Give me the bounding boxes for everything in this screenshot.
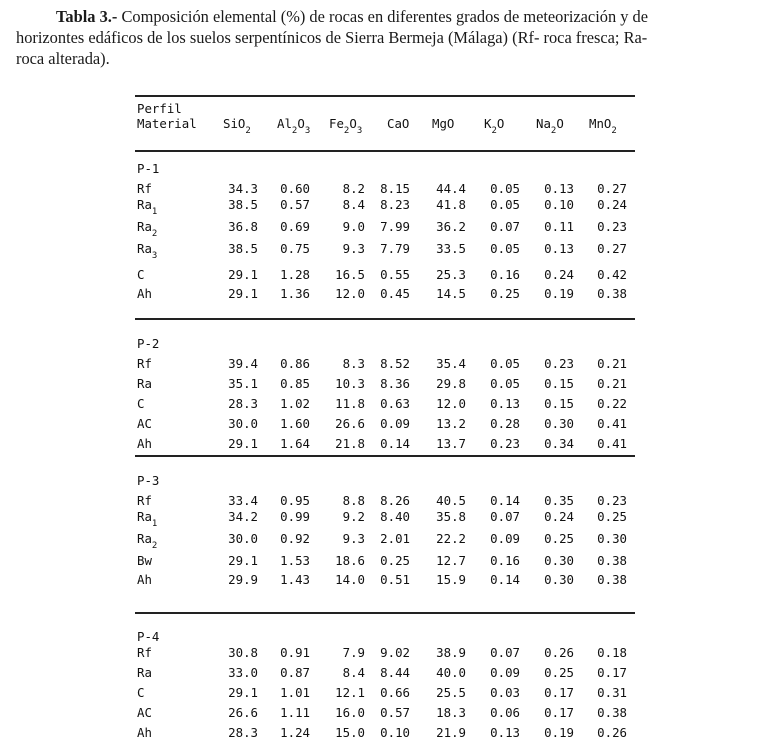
table-cell: 12.0 bbox=[335, 286, 365, 301]
group-name: P-3 bbox=[137, 473, 160, 488]
table-cell: 0.23 bbox=[490, 436, 520, 451]
column-header-tail: O bbox=[297, 116, 305, 131]
group-separator-rule bbox=[135, 612, 635, 614]
table-cell: 16.5 bbox=[335, 267, 365, 282]
row-label bbox=[137, 531, 158, 551]
table-cell: 7.99 bbox=[380, 219, 410, 234]
table-cell: 1.01 bbox=[280, 685, 310, 700]
group-name: P-1 bbox=[137, 161, 160, 176]
table-cell: 28.3 bbox=[228, 725, 258, 740]
table-cell: 41.8 bbox=[436, 197, 466, 212]
table-cell: 0.92 bbox=[280, 531, 310, 546]
table-cell: 12.7 bbox=[436, 553, 466, 568]
table-cell: 0.16 bbox=[490, 553, 520, 568]
table-cell: 15.9 bbox=[436, 572, 466, 587]
table-cell: 15.0 bbox=[335, 725, 365, 740]
table-cell: 0.09 bbox=[490, 665, 520, 680]
row-label-text: Ah bbox=[137, 725, 152, 740]
group-name: P-2 bbox=[137, 336, 160, 351]
header-perfil: Perfil bbox=[137, 101, 182, 116]
row-label-text: Ra bbox=[137, 241, 152, 256]
table-cell: 0.57 bbox=[380, 705, 410, 720]
table-cell: 21.8 bbox=[335, 436, 365, 451]
table-cell: 18.6 bbox=[335, 553, 365, 568]
table-cell: 29.1 bbox=[228, 685, 258, 700]
table-cell: 26.6 bbox=[335, 416, 365, 431]
column-header-base: Al bbox=[277, 116, 292, 131]
table-cell: 0.13 bbox=[544, 241, 574, 256]
table-cell: 0.17 bbox=[544, 685, 574, 700]
table-cell: 29.8 bbox=[436, 376, 466, 391]
table-cell: 8.3 bbox=[342, 356, 365, 371]
table-cell: 0.23 bbox=[544, 356, 574, 371]
table-cell: 0.13 bbox=[544, 181, 574, 196]
table-cell: 0.28 bbox=[490, 416, 520, 431]
row-label-text: Ra bbox=[137, 376, 152, 391]
table-cell: 0.05 bbox=[490, 197, 520, 212]
table-cell: 25.5 bbox=[436, 685, 466, 700]
column-header-base: Fe bbox=[329, 116, 344, 131]
table-cell: 0.24 bbox=[544, 509, 574, 524]
column-header-base: SiO bbox=[223, 116, 246, 131]
table-cell: 38.5 bbox=[228, 197, 258, 212]
table-cell: 9.0 bbox=[342, 219, 365, 234]
table-cell: 35.8 bbox=[436, 509, 466, 524]
table-cell: 0.45 bbox=[380, 286, 410, 301]
table-cell: 0.99 bbox=[280, 509, 310, 524]
table-cell: 14.0 bbox=[335, 572, 365, 587]
column-header-subscript: 3 bbox=[356, 126, 363, 136]
group-separator-rule bbox=[135, 318, 635, 320]
table-cell: 16.0 bbox=[335, 705, 365, 720]
table-cell: 35.1 bbox=[228, 376, 258, 391]
table-cell: 0.30 bbox=[544, 553, 574, 568]
table-cell: 0.14 bbox=[380, 436, 410, 451]
table-cell: 30.0 bbox=[228, 531, 258, 546]
column-header bbox=[223, 116, 251, 136]
table-cell: 0.24 bbox=[544, 267, 574, 282]
row-label bbox=[137, 573, 152, 587]
table-cell: 0.19 bbox=[544, 286, 574, 301]
caption-line-3: roca alterada). bbox=[16, 49, 110, 68]
table-cell: 0.24 bbox=[597, 197, 627, 212]
table-cell: 0.26 bbox=[544, 645, 574, 660]
table-cell: 0.25 bbox=[490, 286, 520, 301]
table-cell: 40.5 bbox=[436, 493, 466, 508]
table-cell: 8.52 bbox=[380, 356, 410, 371]
row-label-text: Rf bbox=[137, 645, 152, 660]
table-cell: 1.43 bbox=[280, 572, 310, 587]
table-cell: 0.05 bbox=[490, 356, 520, 371]
row-label-subscript: 3 bbox=[151, 251, 158, 261]
table-cell: 0.25 bbox=[544, 531, 574, 546]
table-cell: 0.42 bbox=[597, 267, 627, 282]
column-header-base: CaO bbox=[387, 116, 410, 131]
row-label-subscript: 2 bbox=[151, 229, 158, 239]
table-cell: 1.53 bbox=[280, 553, 310, 568]
row-label-text: Ra bbox=[137, 665, 152, 680]
column-header bbox=[484, 116, 505, 136]
table-cell: 2.01 bbox=[380, 531, 410, 546]
top-rule bbox=[135, 95, 635, 97]
table-cell: 8.4 bbox=[342, 197, 365, 212]
table-cell: 0.30 bbox=[597, 531, 627, 546]
table-cell: 0.18 bbox=[597, 645, 627, 660]
table-cell: 13.7 bbox=[436, 436, 466, 451]
table-cell: 0.13 bbox=[490, 396, 520, 411]
row-label-text: Ah bbox=[137, 572, 152, 587]
table-cell: 0.21 bbox=[597, 376, 627, 391]
table-cell: 0.38 bbox=[597, 705, 627, 720]
row-label-text: C bbox=[137, 267, 145, 282]
table-cell: 0.30 bbox=[544, 416, 574, 431]
row-label bbox=[137, 437, 152, 451]
table-cell: 7.79 bbox=[380, 241, 410, 256]
table-cell: 0.11 bbox=[544, 219, 574, 234]
row-label bbox=[137, 726, 152, 740]
row-label-text: Ra bbox=[137, 197, 152, 212]
table-cell: 8.8 bbox=[342, 493, 365, 508]
table-cell: 0.17 bbox=[544, 705, 574, 720]
column-header-subscript: 2 bbox=[611, 126, 617, 136]
row-label bbox=[137, 241, 158, 261]
table-cell: 0.91 bbox=[280, 645, 310, 660]
column-header bbox=[536, 116, 564, 136]
row-label bbox=[137, 494, 152, 508]
table-cell: 29.1 bbox=[228, 436, 258, 451]
table-cell: 7.9 bbox=[342, 645, 365, 660]
column-header-base: Na bbox=[536, 116, 551, 131]
table-cell: 0.69 bbox=[280, 219, 310, 234]
table-cell: 8.4 bbox=[342, 665, 365, 680]
column-header-tail: O bbox=[496, 116, 505, 131]
row-label bbox=[137, 417, 152, 431]
row-label-text: Ra bbox=[137, 219, 152, 234]
group-name: P-4 bbox=[137, 629, 160, 644]
table-cell: 9.3 bbox=[342, 241, 365, 256]
table-cell: 9.3 bbox=[342, 531, 365, 546]
table-cell: 0.13 bbox=[490, 725, 520, 740]
row-label-text: AC bbox=[137, 416, 152, 431]
table-cell: 0.26 bbox=[597, 725, 627, 740]
table-cell: 0.86 bbox=[280, 356, 310, 371]
table-cell: 0.41 bbox=[597, 436, 627, 451]
row-label-text: Rf bbox=[137, 356, 152, 371]
table-cell: 9.2 bbox=[342, 509, 365, 524]
table-cell: 26.6 bbox=[228, 705, 258, 720]
row-label-text: Ra bbox=[137, 531, 152, 546]
table-cell: 39.4 bbox=[228, 356, 258, 371]
table-cell: 0.07 bbox=[490, 219, 520, 234]
table-cell: 0.10 bbox=[380, 725, 410, 740]
table-cell: 0.30 bbox=[544, 572, 574, 587]
table-cell: 0.23 bbox=[597, 493, 627, 508]
table-cell: 38.9 bbox=[436, 645, 466, 660]
table-cell: 0.05 bbox=[490, 376, 520, 391]
table-cell: 29.1 bbox=[228, 553, 258, 568]
row-label-text: Bw bbox=[137, 553, 152, 568]
row-label-subscript: 1 bbox=[151, 207, 158, 217]
header-rule bbox=[135, 150, 635, 152]
caption-line-2: horizontes edáficos de los suelos serpentínicos de Sierra Bermeja (Málaga) (Rf- roca fresca; Ra- bbox=[16, 28, 648, 47]
row-label bbox=[137, 197, 158, 217]
header-material: Material bbox=[137, 116, 197, 131]
table-cell: 0.07 bbox=[490, 509, 520, 524]
row-label-text: Ah bbox=[137, 436, 152, 451]
table-cell: 1.02 bbox=[280, 396, 310, 411]
table-cell: 14.5 bbox=[436, 286, 466, 301]
table-cell: 13.2 bbox=[436, 416, 466, 431]
row-label-subscript: 1 bbox=[151, 519, 158, 529]
table-cell: 44.4 bbox=[436, 181, 466, 196]
table-cell: 1.24 bbox=[280, 725, 310, 740]
table-cell: 11.8 bbox=[335, 396, 365, 411]
table-cell: 0.27 bbox=[597, 181, 627, 196]
table-cell: 33.4 bbox=[228, 493, 258, 508]
table-cell: 12.1 bbox=[335, 685, 365, 700]
column-header-subscript: 2 bbox=[343, 126, 350, 136]
table-cell: 0.34 bbox=[544, 436, 574, 451]
row-label bbox=[137, 268, 144, 282]
table-cell: 0.07 bbox=[490, 645, 520, 660]
column-header-subscript: 2 bbox=[550, 126, 557, 136]
table-cell: 18.3 bbox=[436, 705, 466, 720]
table-cell: 9.02 bbox=[380, 645, 410, 660]
row-label-text: Ah bbox=[137, 286, 152, 301]
table-cell: 0.06 bbox=[490, 705, 520, 720]
table-cell: 0.25 bbox=[380, 553, 410, 568]
table-cell: 0.14 bbox=[490, 572, 520, 587]
table-cell: 0.16 bbox=[490, 267, 520, 282]
table-cell: 36.2 bbox=[436, 219, 466, 234]
table-cell: 0.23 bbox=[597, 219, 627, 234]
column-header-subscript: 2 bbox=[245, 126, 251, 136]
column-header-base: MgO bbox=[432, 116, 455, 131]
table-cell: 0.15 bbox=[544, 396, 574, 411]
column-header-subscript: 3 bbox=[304, 126, 311, 136]
column-header bbox=[589, 116, 617, 136]
row-label bbox=[137, 646, 152, 660]
table-cell: 0.25 bbox=[544, 665, 574, 680]
table-cell: 0.25 bbox=[597, 509, 627, 524]
table-cell: 0.60 bbox=[280, 181, 310, 196]
table-cell: 1.36 bbox=[280, 286, 310, 301]
column-header-base: K bbox=[484, 116, 492, 131]
table-cell: 0.19 bbox=[544, 725, 574, 740]
table-cell: 0.05 bbox=[490, 241, 520, 256]
row-label-text: C bbox=[137, 396, 145, 411]
row-label-text: Rf bbox=[137, 493, 152, 508]
table-cell: 33.0 bbox=[228, 665, 258, 680]
row-label bbox=[137, 182, 152, 196]
table-cell: 0.95 bbox=[280, 493, 310, 508]
table-cell: 0.31 bbox=[597, 685, 627, 700]
caption-line-1: Composición elemental (%) de rocas en diferentes grados de meteorización y de bbox=[117, 7, 649, 26]
column-header-tail: O bbox=[349, 116, 357, 131]
table-cell: 36.8 bbox=[228, 219, 258, 234]
column-header-tail: O bbox=[556, 116, 564, 131]
row-label bbox=[137, 509, 158, 529]
table-cell: 0.55 bbox=[380, 267, 410, 282]
table-cell: 8.44 bbox=[380, 665, 410, 680]
table-cell: 0.85 bbox=[280, 376, 310, 391]
table-cell: 0.38 bbox=[597, 572, 627, 587]
table-cell: 0.27 bbox=[597, 241, 627, 256]
caption-lead: Tabla 3.- bbox=[56, 7, 118, 26]
table-cell: 8.36 bbox=[380, 376, 410, 391]
row-label bbox=[137, 219, 158, 239]
table-cell: 0.09 bbox=[490, 531, 520, 546]
table-cell: 1.64 bbox=[280, 436, 310, 451]
table-cell: 0.22 bbox=[597, 396, 627, 411]
table-cell: 0.75 bbox=[280, 241, 310, 256]
table-cell: 33.5 bbox=[436, 241, 466, 256]
table-cell: 1.11 bbox=[280, 705, 310, 720]
table-cell: 0.63 bbox=[380, 396, 410, 411]
table-cell: 8.15 bbox=[380, 181, 410, 196]
row-label bbox=[137, 377, 152, 391]
column-header bbox=[432, 117, 454, 131]
table-cell: 0.57 bbox=[280, 197, 310, 212]
table-cell: 34.3 bbox=[228, 181, 258, 196]
column-header bbox=[277, 116, 311, 136]
table-cell: 10.3 bbox=[335, 376, 365, 391]
column-header-subscript: 2 bbox=[291, 126, 298, 136]
table-cell: 0.10 bbox=[544, 197, 574, 212]
row-label bbox=[137, 397, 144, 411]
table-cell: 8.40 bbox=[380, 509, 410, 524]
row-label-text: Ra bbox=[137, 509, 152, 524]
table-cell: 0.35 bbox=[544, 493, 574, 508]
table-cell: 25.3 bbox=[436, 267, 466, 282]
table-cell: 1.28 bbox=[280, 267, 310, 282]
group-separator-rule bbox=[135, 455, 635, 457]
table-cell: 30.8 bbox=[228, 645, 258, 660]
table-cell: 29.1 bbox=[228, 267, 258, 282]
column-header-subscript: 2 bbox=[491, 126, 497, 136]
table-cell: 0.17 bbox=[597, 665, 627, 680]
column-header bbox=[387, 117, 409, 131]
table-cell: 0.05 bbox=[490, 181, 520, 196]
table-cell: 8.26 bbox=[380, 493, 410, 508]
table-cell: 35.4 bbox=[436, 356, 466, 371]
table-cell: 0.09 bbox=[380, 416, 410, 431]
table-cell: 0.38 bbox=[597, 553, 627, 568]
table-cell: 0.41 bbox=[597, 416, 627, 431]
table-cell: 0.15 bbox=[544, 376, 574, 391]
table-cell: 12.0 bbox=[436, 396, 466, 411]
row-label bbox=[137, 554, 152, 568]
table-cell: 38.5 bbox=[228, 241, 258, 256]
table-cell: 40.0 bbox=[436, 665, 466, 680]
table-cell: 29.9 bbox=[228, 572, 258, 587]
table-cell: 0.21 bbox=[597, 356, 627, 371]
table-cell: 0.66 bbox=[380, 685, 410, 700]
row-label-text: Rf bbox=[137, 181, 152, 196]
row-label-text: C bbox=[137, 685, 145, 700]
table-cell: 0.14 bbox=[490, 493, 520, 508]
row-label-subscript: 2 bbox=[151, 541, 158, 551]
row-label bbox=[137, 706, 152, 720]
table-cell: 8.2 bbox=[342, 181, 365, 196]
column-header-base: MnO bbox=[589, 116, 612, 131]
table-cell: 21.9 bbox=[436, 725, 466, 740]
table-cell: 34.2 bbox=[228, 509, 258, 524]
table-cell: 0.51 bbox=[380, 572, 410, 587]
row-label bbox=[137, 686, 144, 700]
row-label bbox=[137, 666, 152, 680]
row-label-text: AC bbox=[137, 705, 152, 720]
table-cell: 0.03 bbox=[490, 685, 520, 700]
row-label bbox=[137, 357, 152, 371]
table-cell: 0.38 bbox=[597, 286, 627, 301]
table-cell: 1.60 bbox=[280, 416, 310, 431]
table-cell: 22.2 bbox=[436, 531, 466, 546]
table-cell: 0.87 bbox=[280, 665, 310, 680]
column-header bbox=[329, 116, 363, 136]
table-cell: 28.3 bbox=[228, 396, 258, 411]
table-cell: 8.23 bbox=[380, 197, 410, 212]
row-label bbox=[137, 287, 152, 301]
table-cell: 30.0 bbox=[228, 416, 258, 431]
table-cell: 29.1 bbox=[228, 286, 258, 301]
